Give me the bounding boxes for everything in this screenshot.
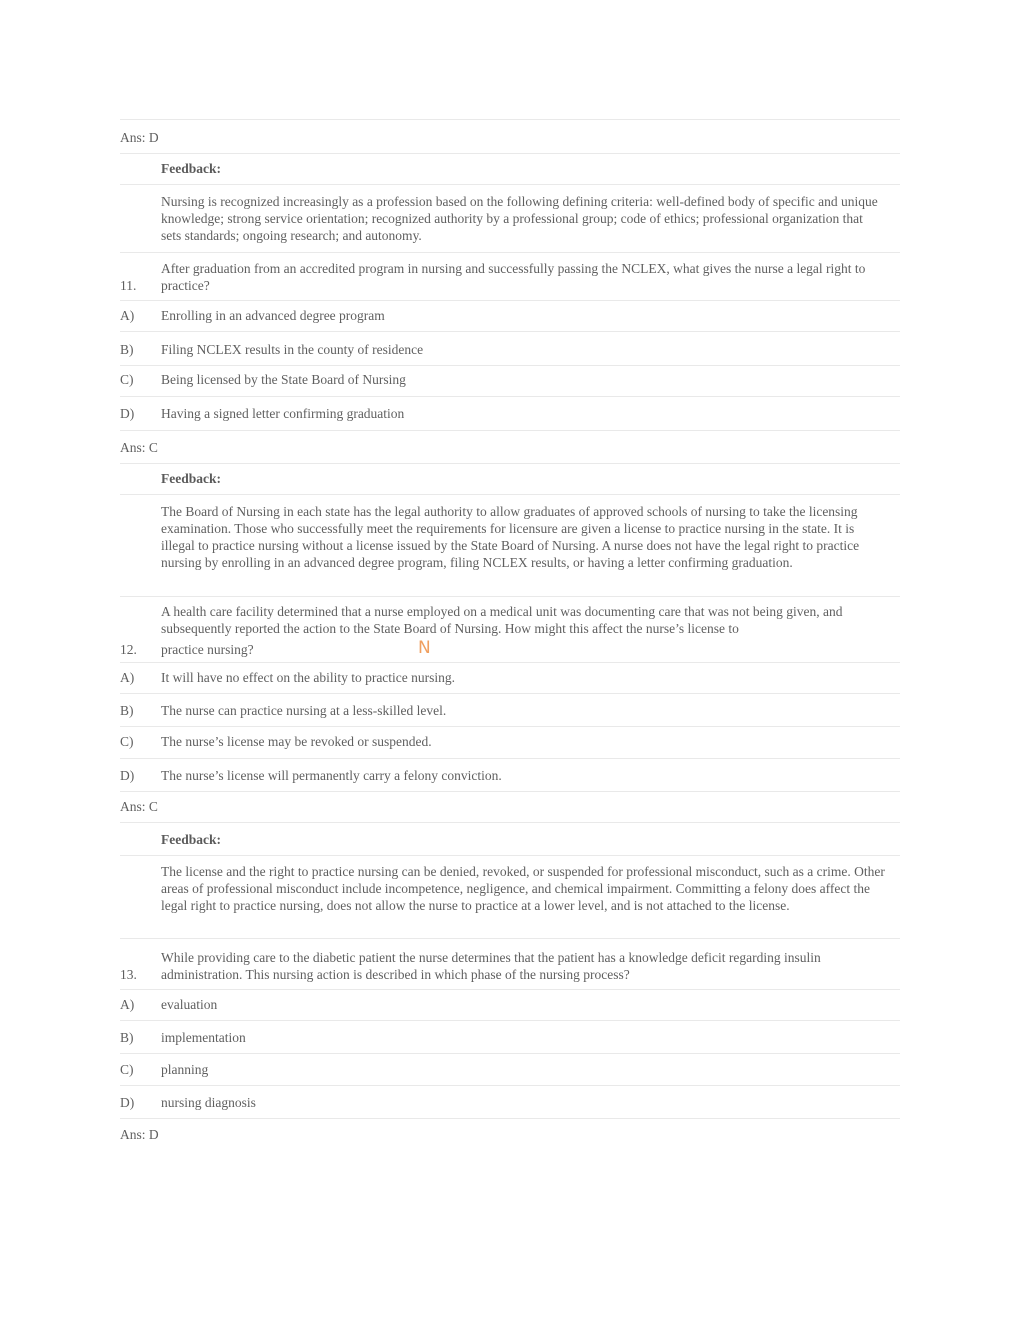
divider bbox=[120, 989, 900, 990]
option-letter: D) bbox=[120, 768, 135, 783]
divider bbox=[120, 119, 900, 120]
divider bbox=[120, 596, 900, 597]
option-text: implementation bbox=[161, 1030, 246, 1045]
answer-key: Ans: D bbox=[120, 1127, 159, 1142]
option-text: Being licensed by the State Board of Nursing bbox=[161, 372, 406, 387]
divider bbox=[120, 1118, 900, 1119]
option-letter: A) bbox=[120, 308, 135, 323]
divider bbox=[120, 430, 900, 431]
feedback-label: Feedback: bbox=[161, 471, 221, 486]
divider bbox=[120, 252, 900, 253]
question-text-continued: practice nursing? bbox=[161, 642, 254, 657]
question-text: A health care facility determined that a nurse employed on a medical unit was documenting care that was not being given, and subsequently reported the action to the State Board of Nursing. How might this affect the nurse’s license to bbox=[161, 604, 843, 636]
divider bbox=[120, 662, 900, 663]
divider bbox=[120, 153, 900, 154]
option-text: The nurse’s license will permanently carry a felony conviction. bbox=[161, 768, 502, 783]
divider bbox=[120, 938, 900, 939]
divider bbox=[120, 791, 900, 792]
question-text: While providing care to the diabetic patient the nurse determines that the patient has a knowledge deficit regarding insulin administration. This nursing action is described in which phase of the nursing process? bbox=[161, 950, 821, 982]
answer-key: Ans: D bbox=[120, 130, 159, 145]
option-letter: B) bbox=[120, 703, 134, 718]
divider bbox=[120, 855, 900, 856]
option-letter: A) bbox=[120, 670, 135, 685]
divider bbox=[120, 726, 900, 727]
divider bbox=[120, 365, 900, 366]
divider bbox=[120, 396, 900, 397]
option-letter: D) bbox=[120, 406, 135, 421]
option-text: evaluation bbox=[161, 997, 218, 1012]
answer-key: Ans: C bbox=[120, 799, 158, 814]
feedback-text: The Board of Nursing in each state has the legal authority to allow graduates of approved schools of nursing to take the licensing examination. Those who successfully meet the requirements for licensure are given a license to practice nursing in the state. It is illegal to practice nursing without a license issued by the State Board of Nursing. A nurse does not have the legal right to practice nursing by enrolling in an advanced degree program, filing NCLEX results, or having a letter confirming graduation. bbox=[161, 504, 860, 570]
divider bbox=[120, 184, 900, 185]
divider bbox=[120, 331, 900, 332]
question-number: 13. bbox=[120, 967, 137, 982]
divider bbox=[120, 494, 900, 495]
divider bbox=[120, 1053, 900, 1054]
option-letter: A) bbox=[120, 997, 135, 1012]
option-letter: C) bbox=[120, 372, 134, 387]
feedback-text: Nursing is recognized increasingly as a profession based on the following defining criteria: well-defined body of specific and unique knowledge; strong service orientation; recognized authority by a professional group; code of ethics; professional organization that sets standards; ongoing research; and autonomy. bbox=[161, 194, 878, 243]
divider bbox=[120, 1020, 900, 1021]
feedback-text: The license and the right to practice nursing can be denied, revoked, or suspended for professional misconduct, such as a crime. Other areas of professional misconduct include incompetence, negligence, and chemical impairment. Committing a felony does affect the legal right to practice nursing, does not allow the nurse to practice at a lower level, and is not attached to the license. bbox=[161, 864, 885, 913]
option-letter: C) bbox=[120, 734, 134, 749]
option-text: The nurse can practice nursing at a less-skilled level. bbox=[161, 703, 447, 718]
question-text: After graduation from an accredited program in nursing and successfully passing the NCLEX, what gives the nurse a legal right to practice? bbox=[161, 261, 866, 293]
option-text: It will have no effect on the ability to practice nursing. bbox=[161, 670, 456, 685]
option-letter: D) bbox=[120, 1095, 135, 1110]
divider bbox=[120, 822, 900, 823]
feedback-label: Feedback: bbox=[161, 832, 221, 847]
margin-mark: N bbox=[418, 638, 431, 658]
answer-key: Ans: C bbox=[120, 440, 158, 455]
option-text: Having a signed letter confirming graduation bbox=[161, 406, 405, 421]
option-text: Filing NCLEX results in the county of residence bbox=[161, 342, 424, 357]
divider bbox=[120, 300, 900, 301]
divider bbox=[120, 693, 900, 694]
option-letter: C) bbox=[120, 1062, 134, 1077]
question-number: 12. bbox=[120, 642, 137, 657]
option-text: planning bbox=[161, 1062, 209, 1077]
option-text: Enrolling in an advanced degree program bbox=[161, 308, 385, 323]
option-text: nursing diagnosis bbox=[161, 1095, 256, 1110]
divider bbox=[120, 758, 900, 759]
option-text: The nurse’s license may be revoked or suspended. bbox=[161, 734, 432, 749]
divider bbox=[120, 1085, 900, 1086]
question-number: 11. bbox=[120, 278, 137, 293]
option-letter: B) bbox=[120, 1030, 134, 1045]
feedback-label: Feedback: bbox=[161, 161, 221, 176]
divider bbox=[120, 463, 900, 464]
option-letter: B) bbox=[120, 342, 134, 357]
